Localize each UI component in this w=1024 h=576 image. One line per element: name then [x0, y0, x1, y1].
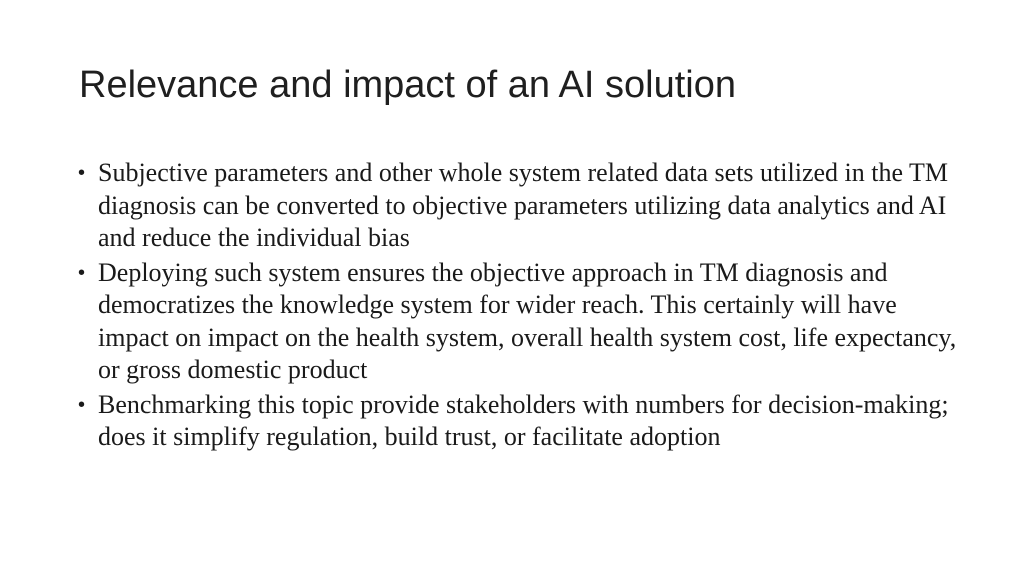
bullet-icon: • — [78, 162, 86, 184]
bullet-text: Deploying such system ensures the objective approach in TM diagnosis and democratizes the knowledge system for wider reach. This certainly will have impact on impact on the health system, overall health system cost, life expectancy, or gross domestic product — [98, 257, 957, 384]
bullet-text: Benchmarking this topic provide stakeholders with numbers for decision-making; does it simplify regulation, build trust, or facilitate adoption — [98, 389, 949, 451]
slide-title: Relevance and impact of an AI solution — [79, 64, 736, 106]
bullet-icon: • — [78, 261, 86, 284]
bullet-list — [77, 157, 957, 456]
bullet-item — [77, 389, 957, 454]
bullet-item — [77, 257, 957, 387]
bullet-item — [77, 157, 957, 255]
bullet-text: Subjective parameters and other whole system related data sets utilized in the TM diagnosis can be converted to objective parameters utilizing data analytics and AI and reduce the individual bias — [98, 158, 949, 252]
bullet-icon: • — [78, 393, 86, 416]
